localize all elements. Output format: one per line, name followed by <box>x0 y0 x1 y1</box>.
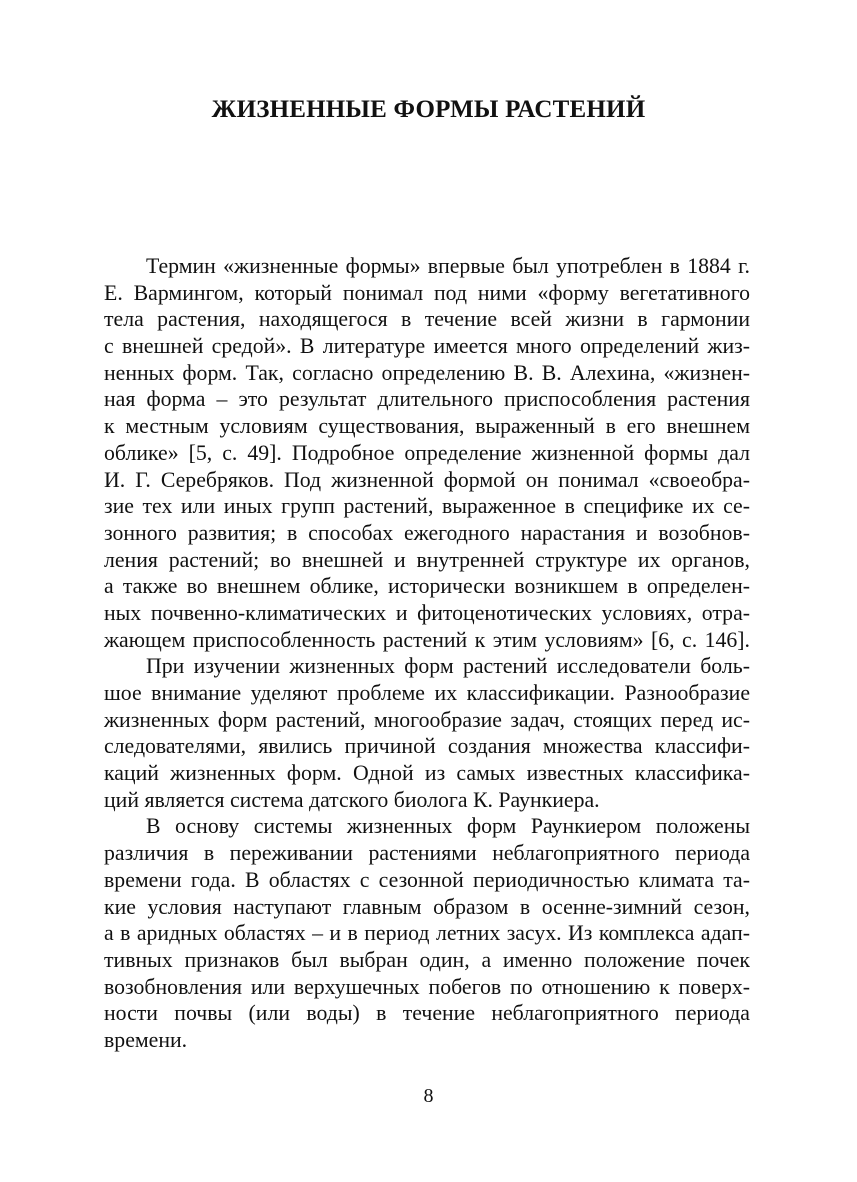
text-line: кие условия наступают главным образом в осенне-зимний сезон, <box>104 894 750 919</box>
paragraph-2 <box>104 653 750 813</box>
text-line: а также во внешнем облике, исторически возникшем в определен- <box>104 574 750 599</box>
paragraph-3 <box>104 813 750 1053</box>
text-line: зие тех или иных групп растений, выраженное в специфике их се- <box>104 494 750 519</box>
text-line: ций является система датского биолога К. Раункиера. <box>104 787 600 812</box>
text-line: При изучении жизненных форм растений исследователи боль- <box>146 654 750 679</box>
text-line: шое внимание уделяют проблеме их классификации. Разнообразие <box>104 681 750 705</box>
body-text <box>104 253 750 1054</box>
text-line: В основу системы жизненных форм Раункиером положены <box>146 814 750 839</box>
text-line: а в аридных областях – и в период летних засух. Из комплекса адап- <box>104 921 750 946</box>
text-line: ная форма – это результат длительного приспособления растения <box>104 387 750 412</box>
text-line: Е. Вармингом, который понимал под ними «форму вегетативного <box>104 280 750 305</box>
text-line: жающем приспособленность растений к этим условиям» [6, с. 146]. <box>104 627 750 652</box>
page-number: 8 <box>423 1085 434 1107</box>
text-line: облике» [5, с. 49]. Подробное определение жизненной формы дал <box>104 440 750 465</box>
text-line: ления растений; во внешней и внутренней структуре их органов, <box>104 547 750 572</box>
text-line: ненных форм. Так, согласно определению В. В. Алехина, «жизнен- <box>104 360 750 385</box>
text-line: тела растения, находящегося в течение всей жизни в гармонии <box>104 307 750 332</box>
text-line: ности почвы (или воды) в течение неблагоприятного периода <box>104 1001 750 1026</box>
text-line: следователями, явились причиной создания множества классифи- <box>104 734 750 759</box>
text-line: зонного развития; в способах ежегодного нарастания и возобнов- <box>104 520 750 545</box>
paragraph-1 <box>104 253 750 653</box>
text-line: жизненных форм растений, многообразие задач, стоящих перед ис- <box>104 707 750 732</box>
text-line: различия в переживании растениями неблагоприятного периода <box>104 841 750 866</box>
text-line: тивных признаков был выбран один, а именно положение почек <box>104 947 750 972</box>
page-title: ЖИЗНЕННЫЕ ФОРМЫ РАСТЕНИЙ <box>211 96 646 123</box>
text-line: возобновления или верхушечных побегов по отношению к поверх- <box>104 974 750 999</box>
text-line: Термин «жизненные формы» впервые был употреблен в 1884 г. <box>146 254 750 278</box>
text-line: И. Г. Серебряков. Под жизненной формой он понимал «своеобра- <box>104 467 750 492</box>
text-line: с внешней средой». В литературе имеется много определений жиз- <box>104 334 750 359</box>
text-line: времени года. В областях с сезонной периодичностью климата та- <box>104 867 750 892</box>
text-line: ных почвенно-климатических и фитоценотических условиях, отра- <box>104 600 750 625</box>
text-line: к местным условиям существования, выраженный в его внешнем <box>104 414 750 439</box>
text-line: времени. <box>104 1027 188 1052</box>
text-line: каций жизненных форм. Одной из самых известных классифика- <box>104 761 750 786</box>
